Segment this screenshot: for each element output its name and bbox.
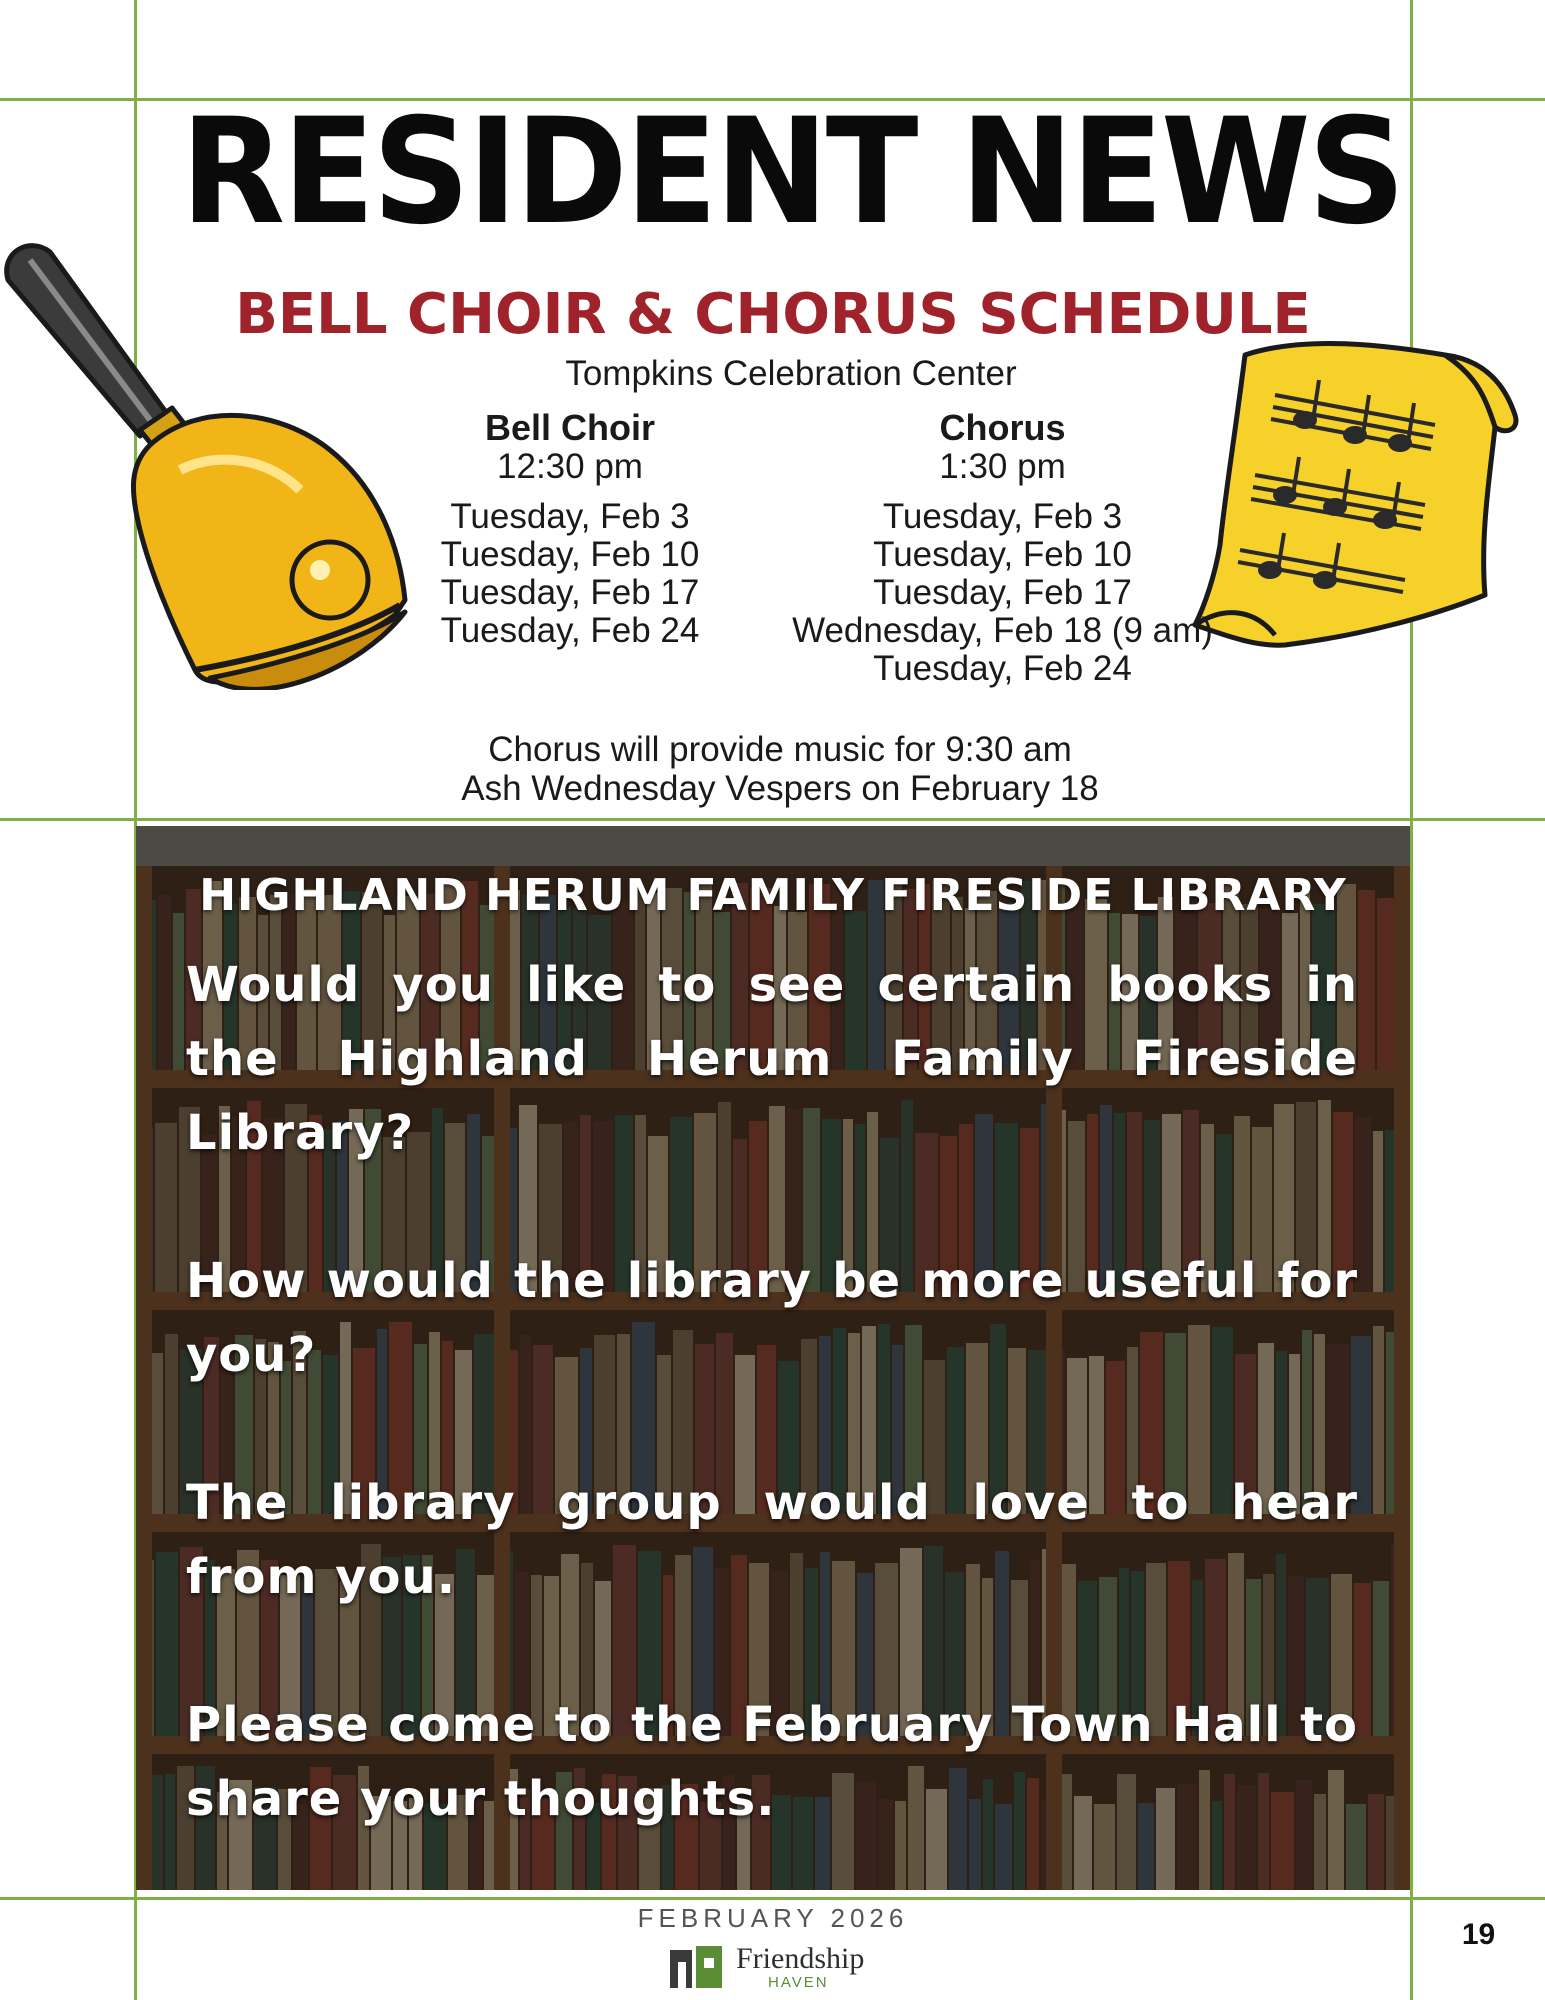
- library-section: [136, 826, 1410, 1890]
- library-title: HIGHLAND HERUM FAMILY FIRESIDE LIBRARY: [199, 870, 1347, 921]
- library-paragraph: How would the library be more useful for you?: [186, 1253, 1358, 1383]
- chorus-time: 1:30 pm: [939, 447, 1066, 486]
- grid-line-bottom: [0, 1897, 1545, 1900]
- library-paragraph: Would you like to see certain books in the Highland Herum Family Fireside Library?: [186, 957, 1358, 1161]
- library-paragraph: Please come to the February Town Hall to share your thoughts.: [186, 1697, 1358, 1827]
- chorus-date: Tuesday, Feb 24: [873, 649, 1132, 688]
- bell-choir-date: Tuesday, Feb 3: [450, 497, 690, 536]
- chorus-vespers-note: [300, 730, 1260, 808]
- chorus-date: Tuesday, Feb 17: [873, 573, 1132, 612]
- friendship-haven-logo: [668, 1940, 888, 1996]
- grid-line-middle: [0, 818, 1545, 821]
- bell-choir-label: Bell Choir: [484, 407, 655, 448]
- schedule-venue: Tompkins Celebration Center: [565, 354, 1017, 393]
- friendship-haven-logo-icon: [668, 1944, 726, 1992]
- note-line-2: Ash Wednesday Vespers on February 18: [461, 769, 1099, 808]
- chorus-schedule: [740, 408, 1265, 688]
- bell-choir-date: Tuesday, Feb 10: [440, 535, 700, 574]
- bell-choir-schedule: [410, 408, 730, 650]
- grid-line-right: [1410, 0, 1413, 2000]
- chorus-date: Wednesday, Feb 18 (9 am): [792, 611, 1213, 650]
- page-title: RESIDENT NEWS: [180, 87, 1403, 257]
- chorus-date: Tuesday, Feb 3: [882, 497, 1123, 536]
- bell-choir-date: Tuesday, Feb 24: [440, 611, 700, 650]
- bell-choir-time: 12:30 pm: [497, 447, 643, 486]
- logo-subtitle: HAVEN: [768, 1974, 829, 1991]
- schedule-heading: BELL CHOIR & CHORUS SCHEDULE: [235, 282, 1311, 347]
- chorus-date: Tuesday, Feb 10: [873, 535, 1132, 574]
- library-paragraph: The library group would love to hear from you.: [186, 1475, 1358, 1605]
- bell-choir-date: Tuesday, Feb 17: [440, 573, 700, 612]
- chorus-label: Chorus: [939, 407, 1066, 448]
- logo-name: Friendship: [736, 1942, 865, 1975]
- note-line-1: Chorus will provide music for 9:30 am: [488, 730, 1072, 769]
- page-number: 19: [1461, 1918, 1496, 1951]
- footer-date: FEBRUARY 2026: [637, 1903, 909, 1933]
